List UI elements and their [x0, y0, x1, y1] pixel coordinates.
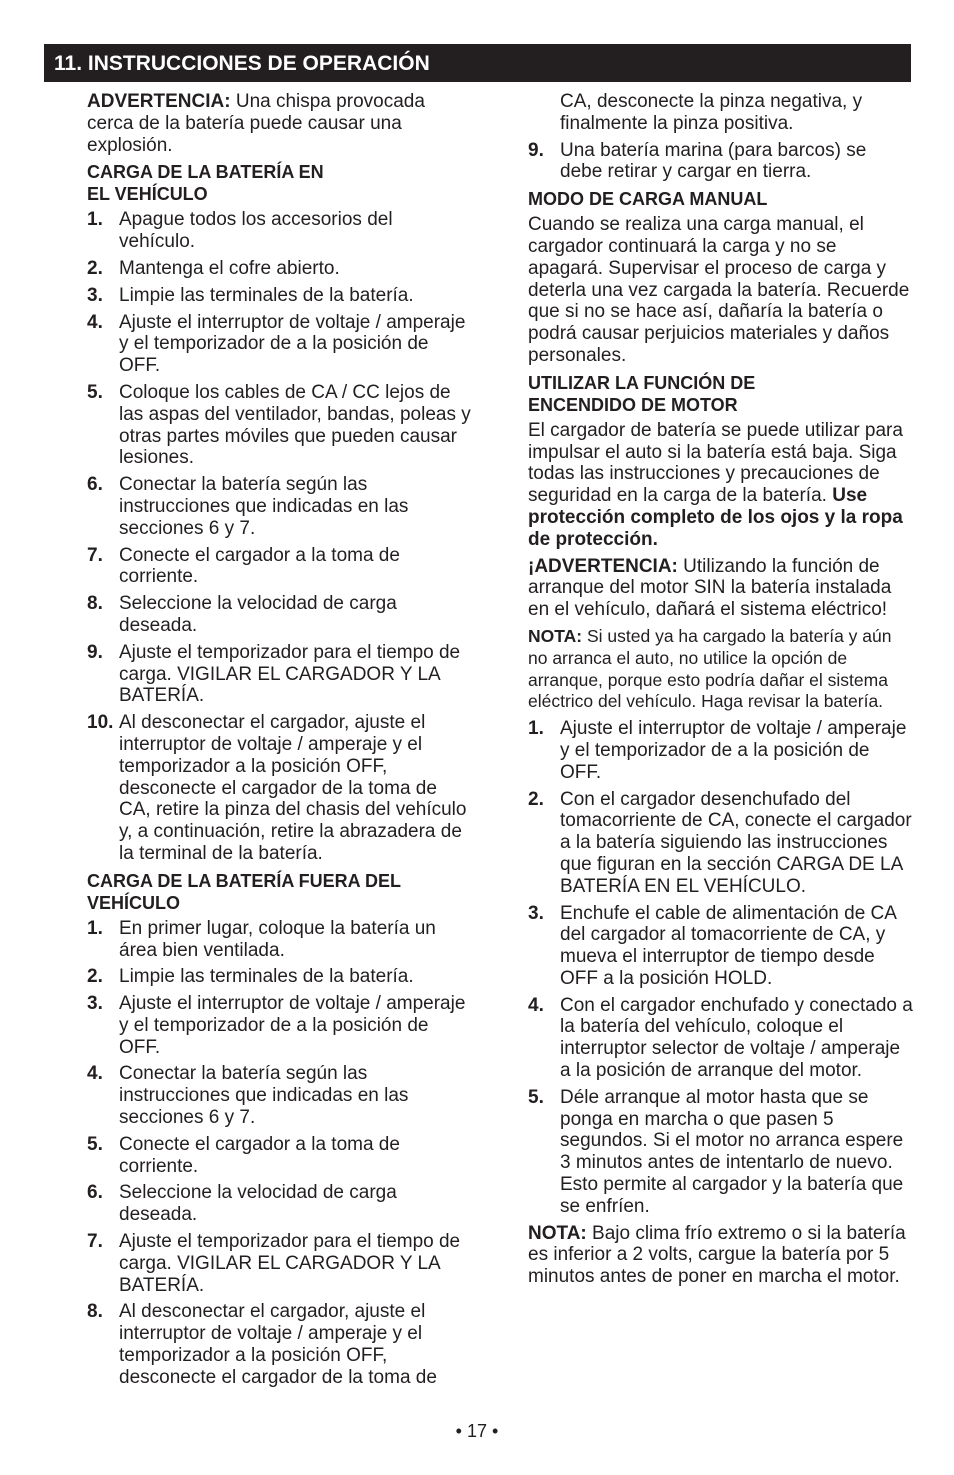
steps-engine-start [528, 718, 913, 1218]
step-text: Déle arranque al motor hasta que se ponga en marcha o que pasen 5 segundos. Si el motor no arranca espere 3 minutos antes de intentarlo de nuevo. Esto permite al cargador y la batería que se enfríen. [560, 1086, 904, 1217]
step-item [87, 1231, 472, 1296]
step-item [87, 474, 472, 539]
step-number: 4. [87, 1063, 103, 1085]
section-heading-out-of-vehicle: CARGA DE LA BATERÍA FUERA DEL VEHÍCULO [87, 870, 401, 913]
step-text: Limpie las terminales de la batería. [119, 966, 414, 988]
step-item [87, 918, 472, 962]
engine-paragraph [528, 420, 913, 551]
step-item [87, 1134, 472, 1178]
engine-warning-label: ¡ADVERTENCIA: [528, 555, 678, 577]
step-number: 1. [87, 209, 103, 231]
note-text: Si usted ya ha cargado la batería y aún no arranca el auto, no utilice la opción de arranque, porque esto podría dañar el sistema eléctrico del vehículo. Haga revisar la batería. [528, 625, 892, 712]
engine-text-bold: Use protección completo de los ojos y la ropa de protección. [528, 485, 903, 550]
step-text: Con el cargador enchufado y conectado a la batería del vehículo, coloque el interruptor selector de voltaje / amperaje a la posición de arranque del motor. [560, 994, 913, 1082]
step-number: 10. [87, 712, 114, 734]
step-number: 5. [528, 1086, 544, 1108]
step-item [87, 285, 472, 307]
warning-text: Una chispa provocada cerca de la batería puede causar una explosión. [87, 91, 425, 156]
step-number: 2. [87, 966, 103, 988]
step-number: 3. [528, 902, 544, 924]
left-column [87, 91, 472, 1394]
step-item [87, 209, 472, 253]
engine-warning-paragraph [528, 556, 913, 621]
step-number: 8. [87, 1301, 103, 1323]
right-column [528, 91, 913, 1293]
step-item [528, 1087, 913, 1218]
engine-text: El cargador de batería se puede utilizar para impulsar el auto si la batería está baja. Siga todas las instrucciones y precauciones de seguridad en la carga de la batería. [528, 419, 903, 507]
step-number: 1. [87, 917, 103, 939]
step-text: Mantenga el cofre abierto. [119, 257, 340, 279]
step-number: 2. [87, 257, 103, 279]
step-item [87, 993, 472, 1058]
step-item [528, 789, 913, 898]
step-number: 9. [87, 641, 103, 663]
step-text: En primer lugar, coloque la batería un área bien ventilada. [119, 917, 436, 961]
step-number: 4. [528, 994, 544, 1016]
warning-paragraph [87, 91, 472, 156]
step-text: Conecte el cargador a la toma de corriente. [119, 1133, 400, 1177]
step-number: 8. [87, 593, 103, 615]
steps-out-of-vehicle [87, 918, 472, 1389]
step-text: Seleccione la velocidad de carga deseada. [119, 593, 397, 636]
step-number: 5. [87, 381, 103, 403]
step-number: 5. [87, 1133, 103, 1155]
manual-paragraph: Cuando se realiza una carga manual, el cargador continuará la carga y no se apagará. Supervisar el proceso de carga y deterla una vez cargada la batería. Recuerde que si no se hace así, dañaría la batería o podrá causar perjuicios materiales y daños personales. [528, 214, 910, 366]
step-number: 7. [87, 544, 103, 566]
step-item [87, 642, 472, 707]
step-number: 1. [528, 718, 544, 740]
step-text: Limpie las terminales de la batería. [119, 284, 414, 306]
step-text: Apague todos los accesorios del vehículo. [119, 209, 393, 253]
step-text: Conectar la batería según las instrucciones que indicadas en las secciones 6 y 7. [119, 474, 409, 539]
step-item [87, 593, 472, 637]
note-label: NOTA: [528, 625, 583, 646]
step-item [528, 903, 913, 990]
step-number: 9. [528, 139, 544, 161]
step-text: Al desconectar el cargador, ajuste el interruptor de voltaje / amperaje y el temporizador a la posición OFF, desconecte el cargador de la toma de [119, 1301, 437, 1388]
step-item [87, 1301, 472, 1388]
section-heading-manual: MODO DE CARGA MANUAL [528, 189, 768, 210]
note2-label: NOTA: [528, 1222, 587, 1244]
steps-in-vehicle [87, 209, 472, 864]
step-number: 2. [528, 788, 544, 810]
note2-text: Bajo clima frío extremo o si la batería es inferior a 2 volts, cargue la batería por 5 minutos antes de poner en marcha el motor. [528, 1222, 906, 1288]
step-text: Coloque los cables de CA / CC lejos de las aspas del ventilador, bandas, poleas y otras partes móviles que pueden causar lesiones. [119, 381, 471, 469]
step-item [87, 312, 472, 377]
step-text: Ajuste el interruptor de voltaje / amperaje y el temporizador de a la posición de OFF. [119, 993, 466, 1058]
step-item [87, 712, 472, 865]
warning-label: ADVERTENCIA: [87, 91, 231, 112]
step-item [87, 1063, 472, 1128]
step-8-continuation: CA, desconecte la pinza negativa, y finalmente la pinza positiva. [560, 91, 863, 134]
step-text: Ajuste el temporizador para el tiempo de carga. VIGILAR EL CARGADOR Y LA BATERÍA. [119, 1231, 461, 1296]
step-number: 6. [87, 1182, 103, 1204]
step-item [87, 966, 472, 988]
engine-warning-text: Utilizando la función de arranque del motor SIN la batería instalada en el vehículo, dañará el sistema eléctrico! [528, 555, 892, 621]
step-text: Con el cargador desenchufado del tomacorriente de CA, conecte el cargador a la batería siguiendo las instrucciones que figuran en la sección CARGA DE LA BATERÍA EN EL VEHÍCULO. [560, 788, 912, 897]
note-paragraph [528, 626, 913, 713]
step-number: 6. [87, 474, 103, 496]
section-heading-in-vehicle: CARGA DE LA BATERÍA EN EL VEHÍCULO [87, 162, 324, 205]
step-item [528, 140, 913, 184]
step-number: 3. [87, 993, 103, 1015]
step-item [528, 718, 913, 783]
section-header: 11. INSTRUCCIONES DE OPERACIÓN [44, 44, 911, 82]
note2-paragraph [528, 1223, 913, 1288]
step-text: Conecte el cargador a la toma de corriente. [119, 544, 400, 588]
step-item [528, 995, 913, 1082]
step-text: Al desconectar el cargador, ajuste el interruptor de voltaje / amperaje y el temporizador a la posición OFF, desconecte el cargador de la toma de CA, retire la pinza del chasis del vehículo y, a continuación, retire la abrazadera de la terminal de la batería. [119, 712, 467, 864]
step-text: Ajuste el temporizador para el tiempo de carga. VIGILAR EL CARGADOR Y LA BATERÍA. [119, 641, 461, 707]
step-text: Una batería marina (para barcos) se debe retirar y cargar en tierra. [560, 139, 867, 183]
step-text: Ajuste el interruptor de voltaje / amperaje y el temporizador de a la posición de OFF. [119, 311, 466, 377]
step-text: Enchufe el cable de alimentación de CA del cargador al tomacorriente de CA, y mueva el interruptor de tiempo desde OFF a la posición HOLD. [560, 902, 896, 989]
step-text: Seleccione la velocidad de carga deseada. [119, 1182, 397, 1226]
step-number: 4. [87, 311, 103, 333]
section-heading-engine-start: UTILIZAR LA FUNCIÓN DE ENCENDIDO DE MOTOR [528, 372, 756, 415]
step-item [87, 545, 472, 589]
step-item [87, 382, 472, 469]
step-item [87, 258, 472, 280]
step-text: Conectar la batería según las instrucciones que indicadas en las secciones 6 y 7. [119, 1063, 409, 1129]
step-number: 3. [87, 284, 103, 306]
step-item [87, 1182, 472, 1226]
step-text: Ajuste el interruptor de voltaje / amperaje y el temporizador de a la posición de OFF. [560, 718, 907, 783]
page-number: • 17 • [455, 1421, 499, 1441]
step-number: 7. [87, 1231, 103, 1253]
